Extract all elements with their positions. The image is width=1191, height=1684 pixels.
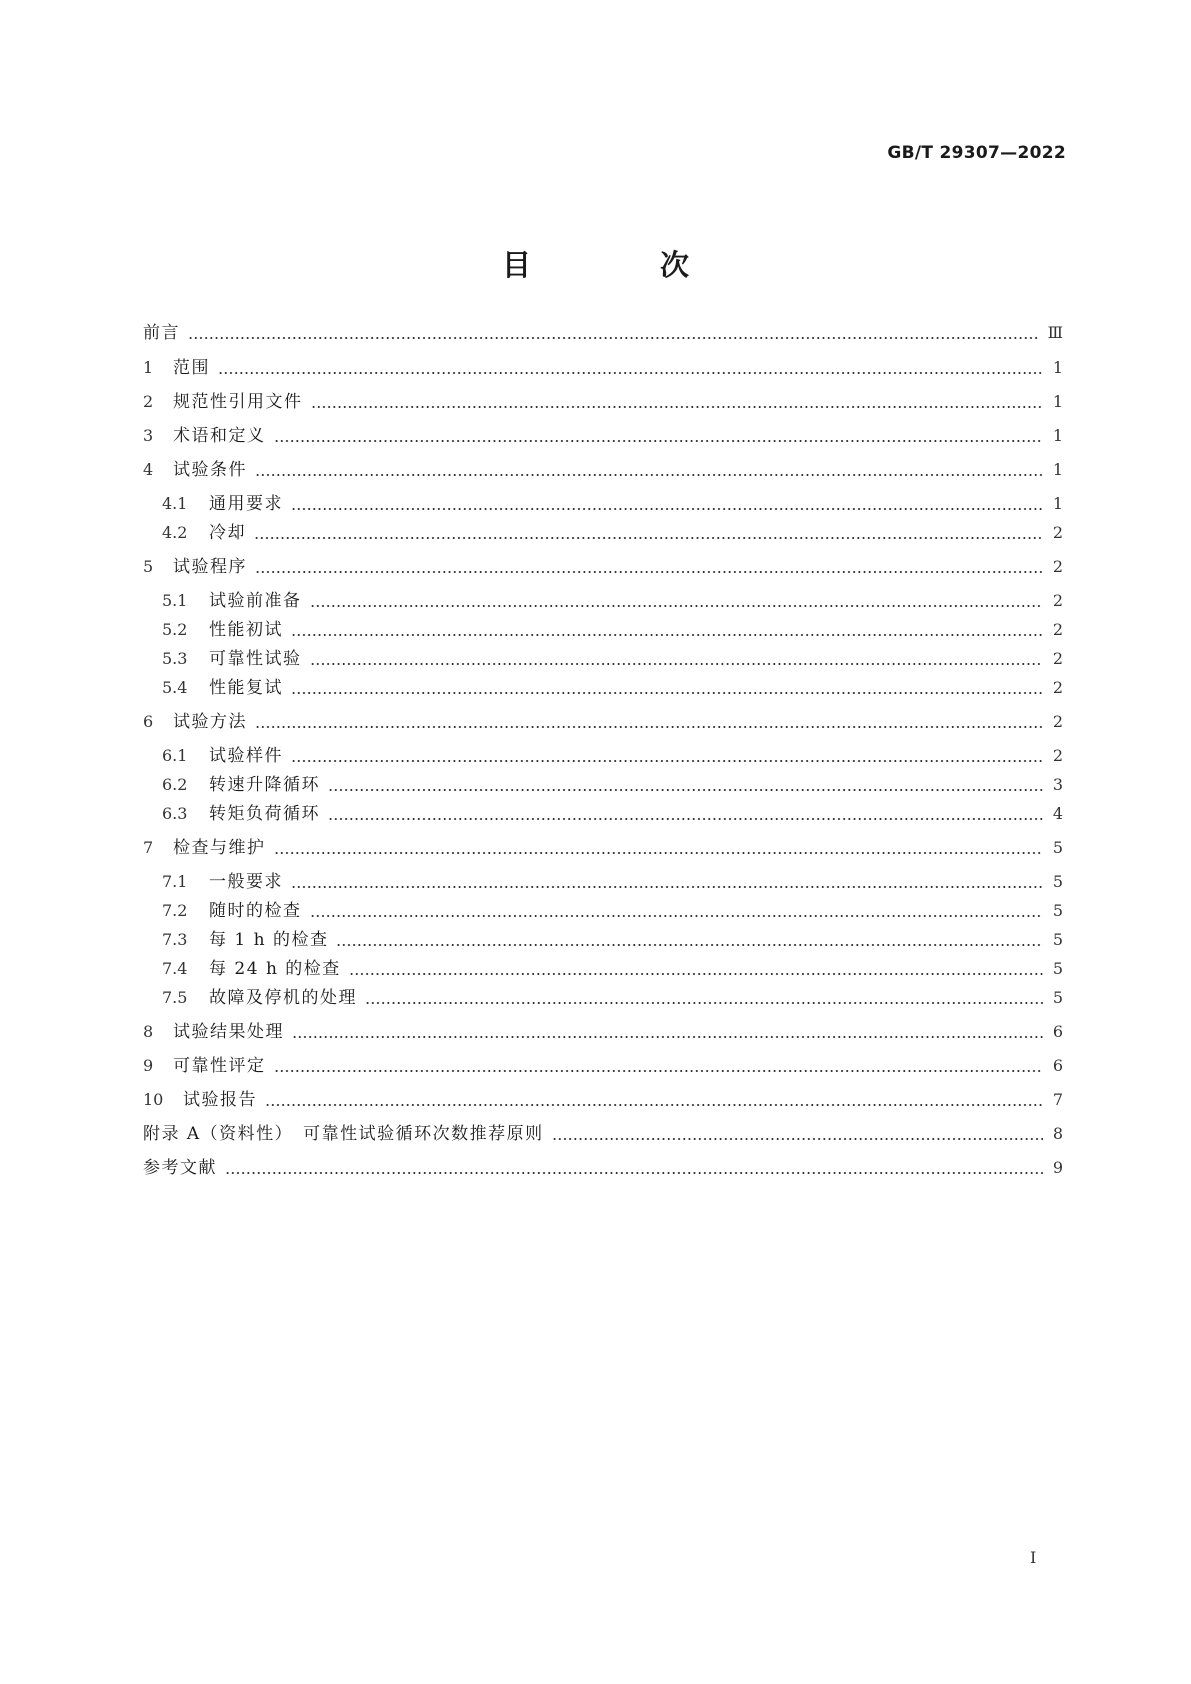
toc-leader-dots bbox=[365, 1002, 1043, 1004]
toc-entry-number: 5.4 bbox=[162, 678, 188, 697]
toc-entry[interactable] bbox=[162, 772, 1063, 796]
toc-entry-number: 7.3 bbox=[162, 930, 188, 949]
toc-entry-label: 可靠性评定 bbox=[173, 1056, 266, 1076]
toc-entry-page: 1 bbox=[1052, 494, 1063, 513]
standard-code: GB/T 29307—2022 bbox=[887, 143, 1066, 163]
toc-entry[interactable] bbox=[162, 520, 1063, 544]
toc-entry-number: 9 bbox=[143, 1056, 154, 1075]
toc-entry[interactable] bbox=[162, 646, 1063, 670]
toc-entry-number: 7.1 bbox=[162, 872, 188, 891]
toc-leader-dots bbox=[311, 406, 1044, 408]
toc-entry-label: 参考文献 bbox=[143, 1158, 217, 1178]
toc-entry-page: 5 bbox=[1052, 959, 1063, 978]
toc-entry-label: 故障及停机的处理 bbox=[209, 988, 357, 1008]
toc-leader-dots bbox=[225, 1172, 1043, 1174]
toc-entry-number: 1 bbox=[143, 358, 154, 377]
toc-leader-dots bbox=[291, 760, 1043, 762]
toc-entry-label: 试验报告 bbox=[183, 1090, 257, 1110]
toc-entry-page: Ⅲ bbox=[1047, 323, 1063, 342]
toc-entry[interactable] bbox=[162, 869, 1063, 893]
toc-entry-number: 6.3 bbox=[162, 804, 188, 823]
toc-leader-dots bbox=[552, 1138, 1043, 1140]
toc-entry-label: 转速升降循环 bbox=[209, 775, 320, 795]
toc-entry-number: 6.1 bbox=[162, 746, 188, 765]
toc-entry[interactable] bbox=[162, 588, 1063, 612]
toc-entry[interactable] bbox=[143, 1087, 1063, 1111]
toc-entry-page: 5 bbox=[1052, 872, 1063, 891]
toc-entry-number: 7 bbox=[143, 838, 154, 857]
toc-entry[interactable] bbox=[162, 801, 1063, 825]
toc-entry-page: 7 bbox=[1052, 1090, 1063, 1109]
toc-leader-dots bbox=[274, 440, 1044, 442]
toc-entry-number: 3 bbox=[143, 426, 154, 445]
toc-entry-label: 每 24 h 的检查 bbox=[209, 959, 341, 979]
toc-entry[interactable] bbox=[162, 743, 1063, 767]
toc-entry-page: 2 bbox=[1052, 746, 1063, 765]
page-title: 目 次 bbox=[501, 248, 739, 282]
toc-entry-number: 6.2 bbox=[162, 775, 188, 794]
toc-entry-label: 通用要求 bbox=[209, 494, 283, 514]
toc-entry-page: 2 bbox=[1052, 523, 1063, 542]
toc-entry-page: 2 bbox=[1052, 620, 1063, 639]
toc-entry-label: 一般要求 bbox=[209, 872, 283, 892]
toc-entry-page: 6 bbox=[1052, 1022, 1063, 1041]
toc-leader-dots bbox=[254, 537, 1043, 539]
toc-entry-page: 5 bbox=[1052, 988, 1063, 1007]
toc-entry-label: 性能复试 bbox=[209, 678, 283, 698]
toc-entry-page: 2 bbox=[1052, 591, 1063, 610]
toc-entry-label: 前言 bbox=[143, 323, 180, 343]
toc-entry-number: 7.2 bbox=[162, 901, 188, 920]
toc-entry-label: 规范性引用文件 bbox=[173, 392, 303, 412]
toc-entry[interactable] bbox=[143, 554, 1063, 578]
toc-entry-page: 5 bbox=[1052, 838, 1063, 857]
toc-leader-dots bbox=[291, 508, 1043, 510]
toc-entry-label: 性能初试 bbox=[209, 620, 283, 640]
page-number: Ⅰ bbox=[1030, 1548, 1037, 1567]
toc-entry[interactable] bbox=[143, 835, 1063, 859]
toc-entry-number: 5.1 bbox=[162, 591, 188, 610]
toc-entry[interactable] bbox=[143, 1019, 1063, 1043]
toc-entry-label: 每 1 h 的检查 bbox=[209, 930, 329, 950]
toc-entry-page: 8 bbox=[1052, 1124, 1063, 1143]
toc-entry[interactable] bbox=[143, 423, 1063, 447]
toc-entry-page: 1 bbox=[1052, 392, 1063, 411]
toc-entry-number: 4.2 bbox=[162, 523, 188, 542]
toc-entry-page: 4 bbox=[1052, 804, 1063, 823]
toc-entry-number: 5.3 bbox=[162, 649, 188, 668]
toc-entry-page: 2 bbox=[1052, 712, 1063, 731]
toc-leader-dots bbox=[291, 886, 1043, 888]
toc-entry-page: 1 bbox=[1052, 460, 1063, 479]
toc-entry-number: 5 bbox=[143, 557, 154, 576]
toc-leader-dots bbox=[336, 944, 1043, 946]
toc-entry[interactable] bbox=[143, 320, 1063, 344]
toc-entry-page: 2 bbox=[1052, 557, 1063, 576]
toc-entry-page: 1 bbox=[1052, 358, 1063, 377]
toc-entry[interactable] bbox=[162, 898, 1063, 922]
toc-entry[interactable] bbox=[143, 1121, 1063, 1145]
toc-entry-number: 6 bbox=[143, 712, 154, 731]
toc-leader-dots bbox=[310, 915, 1044, 917]
toc-entry[interactable] bbox=[162, 491, 1063, 515]
toc-entry-label: 试验程序 bbox=[173, 557, 247, 577]
toc-leader-dots bbox=[218, 372, 1043, 374]
toc-entry[interactable] bbox=[143, 389, 1063, 413]
toc-entry-label: 随时的检查 bbox=[209, 901, 302, 921]
toc-entry-page: 6 bbox=[1052, 1056, 1063, 1075]
toc-leader-dots bbox=[349, 973, 1043, 975]
toc-entry[interactable] bbox=[143, 1155, 1063, 1179]
toc-leader-dots bbox=[328, 789, 1043, 791]
toc-entry-page: 2 bbox=[1052, 649, 1063, 668]
toc-entry[interactable] bbox=[143, 1053, 1063, 1077]
toc-entry-page: 2 bbox=[1052, 678, 1063, 697]
toc-entry-label: 附录 A（资料性） 可靠性试验循环次数推荐原则 bbox=[143, 1124, 544, 1144]
toc-entry-number: 4 bbox=[143, 460, 154, 479]
toc-leader-dots bbox=[188, 337, 1040, 339]
toc-entry[interactable] bbox=[162, 985, 1063, 1009]
toc-leader-dots bbox=[291, 692, 1043, 694]
toc-leader-dots bbox=[255, 571, 1043, 573]
toc-entry[interactable] bbox=[162, 956, 1063, 980]
toc-entry-label: 可靠性试验 bbox=[209, 649, 302, 669]
toc-entry-label: 转矩负荷循环 bbox=[209, 804, 320, 824]
toc-entry-number: 2 bbox=[143, 392, 154, 411]
toc-leader-dots bbox=[310, 663, 1044, 665]
toc-leader-dots bbox=[292, 1036, 1043, 1038]
toc-entry-label: 试验方法 bbox=[173, 712, 247, 732]
toc-entry-page: 9 bbox=[1052, 1158, 1063, 1177]
toc-entry-number: 4.1 bbox=[162, 494, 188, 513]
toc-entry-number: 7.5 bbox=[162, 988, 188, 1007]
toc-entry-page: 5 bbox=[1052, 901, 1063, 920]
toc-entry-number: 8 bbox=[143, 1022, 154, 1041]
toc-leader-dots bbox=[328, 818, 1043, 820]
toc-entry-label: 术语和定义 bbox=[173, 426, 266, 446]
toc-entry-page: 5 bbox=[1052, 930, 1063, 949]
toc-entry[interactable] bbox=[162, 675, 1063, 699]
toc-entry-label: 冷却 bbox=[209, 523, 246, 543]
toc-entry-label: 试验结果处理 bbox=[173, 1022, 284, 1042]
toc-entry-page: 3 bbox=[1052, 775, 1063, 794]
toc-entry-label: 检查与维护 bbox=[173, 838, 266, 858]
toc-entry[interactable] bbox=[143, 709, 1063, 733]
toc-entry-number: 7.4 bbox=[162, 959, 188, 978]
toc-entry[interactable] bbox=[143, 457, 1063, 481]
toc-entry[interactable] bbox=[162, 927, 1063, 951]
toc-leader-dots bbox=[274, 1070, 1044, 1072]
toc-leader-dots bbox=[310, 605, 1044, 607]
toc-leader-dots bbox=[255, 726, 1043, 728]
toc-leader-dots bbox=[291, 634, 1043, 636]
toc-leader-dots bbox=[255, 474, 1043, 476]
toc-leader-dots bbox=[265, 1104, 1043, 1106]
toc-entry-page: 1 bbox=[1052, 426, 1063, 445]
toc-leader-dots bbox=[274, 852, 1044, 854]
toc-entry-label: 试验前准备 bbox=[209, 591, 302, 611]
toc-entry[interactable] bbox=[143, 355, 1063, 379]
toc-entry-number: 5.2 bbox=[162, 620, 188, 639]
toc-entry-label: 范围 bbox=[173, 358, 210, 378]
toc-entry[interactable] bbox=[162, 617, 1063, 641]
toc-entry-label: 试验样件 bbox=[209, 746, 283, 766]
toc-entry-number: 10 bbox=[143, 1090, 164, 1109]
toc-entry-label: 试验条件 bbox=[173, 460, 247, 480]
